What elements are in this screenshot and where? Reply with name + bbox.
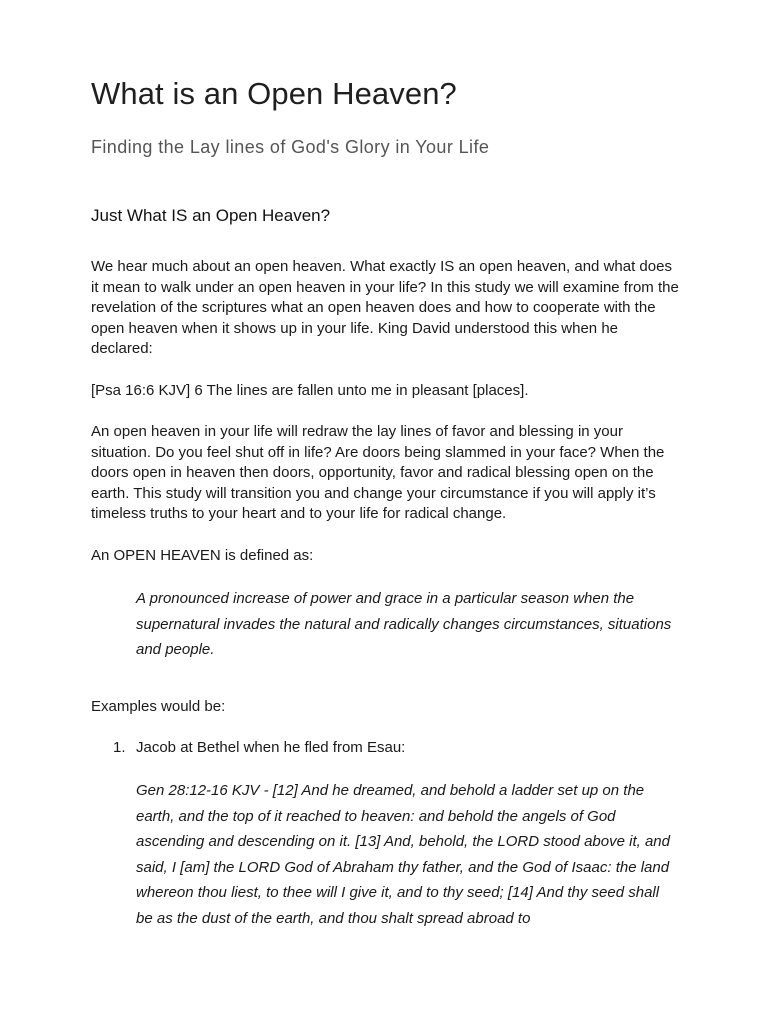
page-title: What is an Open Heaven? [91,76,457,111]
intro-paragraph: We hear much about an open heaven. What exactly IS an open heaven, and what does it mean to walk under an open heaven in your life? In this study we will examine from the revelation of the scriptures what an open heaven does and how to cooperate with the open heaven when it shows up in your life. King David understood this when he declared: [91,258,679,358]
section-heading: Just What IS an Open Heaven? [91,206,331,225]
list-item-number: 1. [113,739,126,756]
psalm-reference: [Psa 16:6 KJV] 6 The lines are fallen unto me in pleasant [places]. [91,382,529,399]
list-item [113,738,405,758]
examples-intro: Examples would be: [91,698,226,715]
lay-lines-paragraph: An open heaven in your life will redraw the lay lines of favor and blessing in your situation. Do you feel shut off in life? Are doors being slammed in your face? When the doors open in heaven then doors, opportunity, favor and radical blessing open on the earth. This study will transition you and change your circumstance if you will apply it’s timeless truths to your heart and to your life for radical change. [91,423,665,523]
page-subtitle: Finding the Lay lines of God's Glory in Your Life [91,137,490,157]
definition-quote: A pronounced increase of power and grace in a particular season when the supernatural invades the natural and radically changes circumstances, situations and people. [136,590,672,658]
definition-intro: An OPEN HEAVEN is defined as: [91,547,314,564]
scripture-quote: Gen 28:12-16 KJV - [12] And he dreamed, and behold a ladder set up on the earth, and the top of it reached to heaven: and behold the angels of God ascending and descending on it. [13] And, behold, the LORD stood above it, and said, I [am] the LORD God of Abraham thy father, and the God of Isaac: the land whereon thou liest, to thee will I give it, and to thy seed; [14] And thy seed shall be as the dust of the earth, and thou shalt spread abroad to [136,782,670,927]
list-item-text: Jacob at Bethel when he fled from Esau: [136,739,406,756]
